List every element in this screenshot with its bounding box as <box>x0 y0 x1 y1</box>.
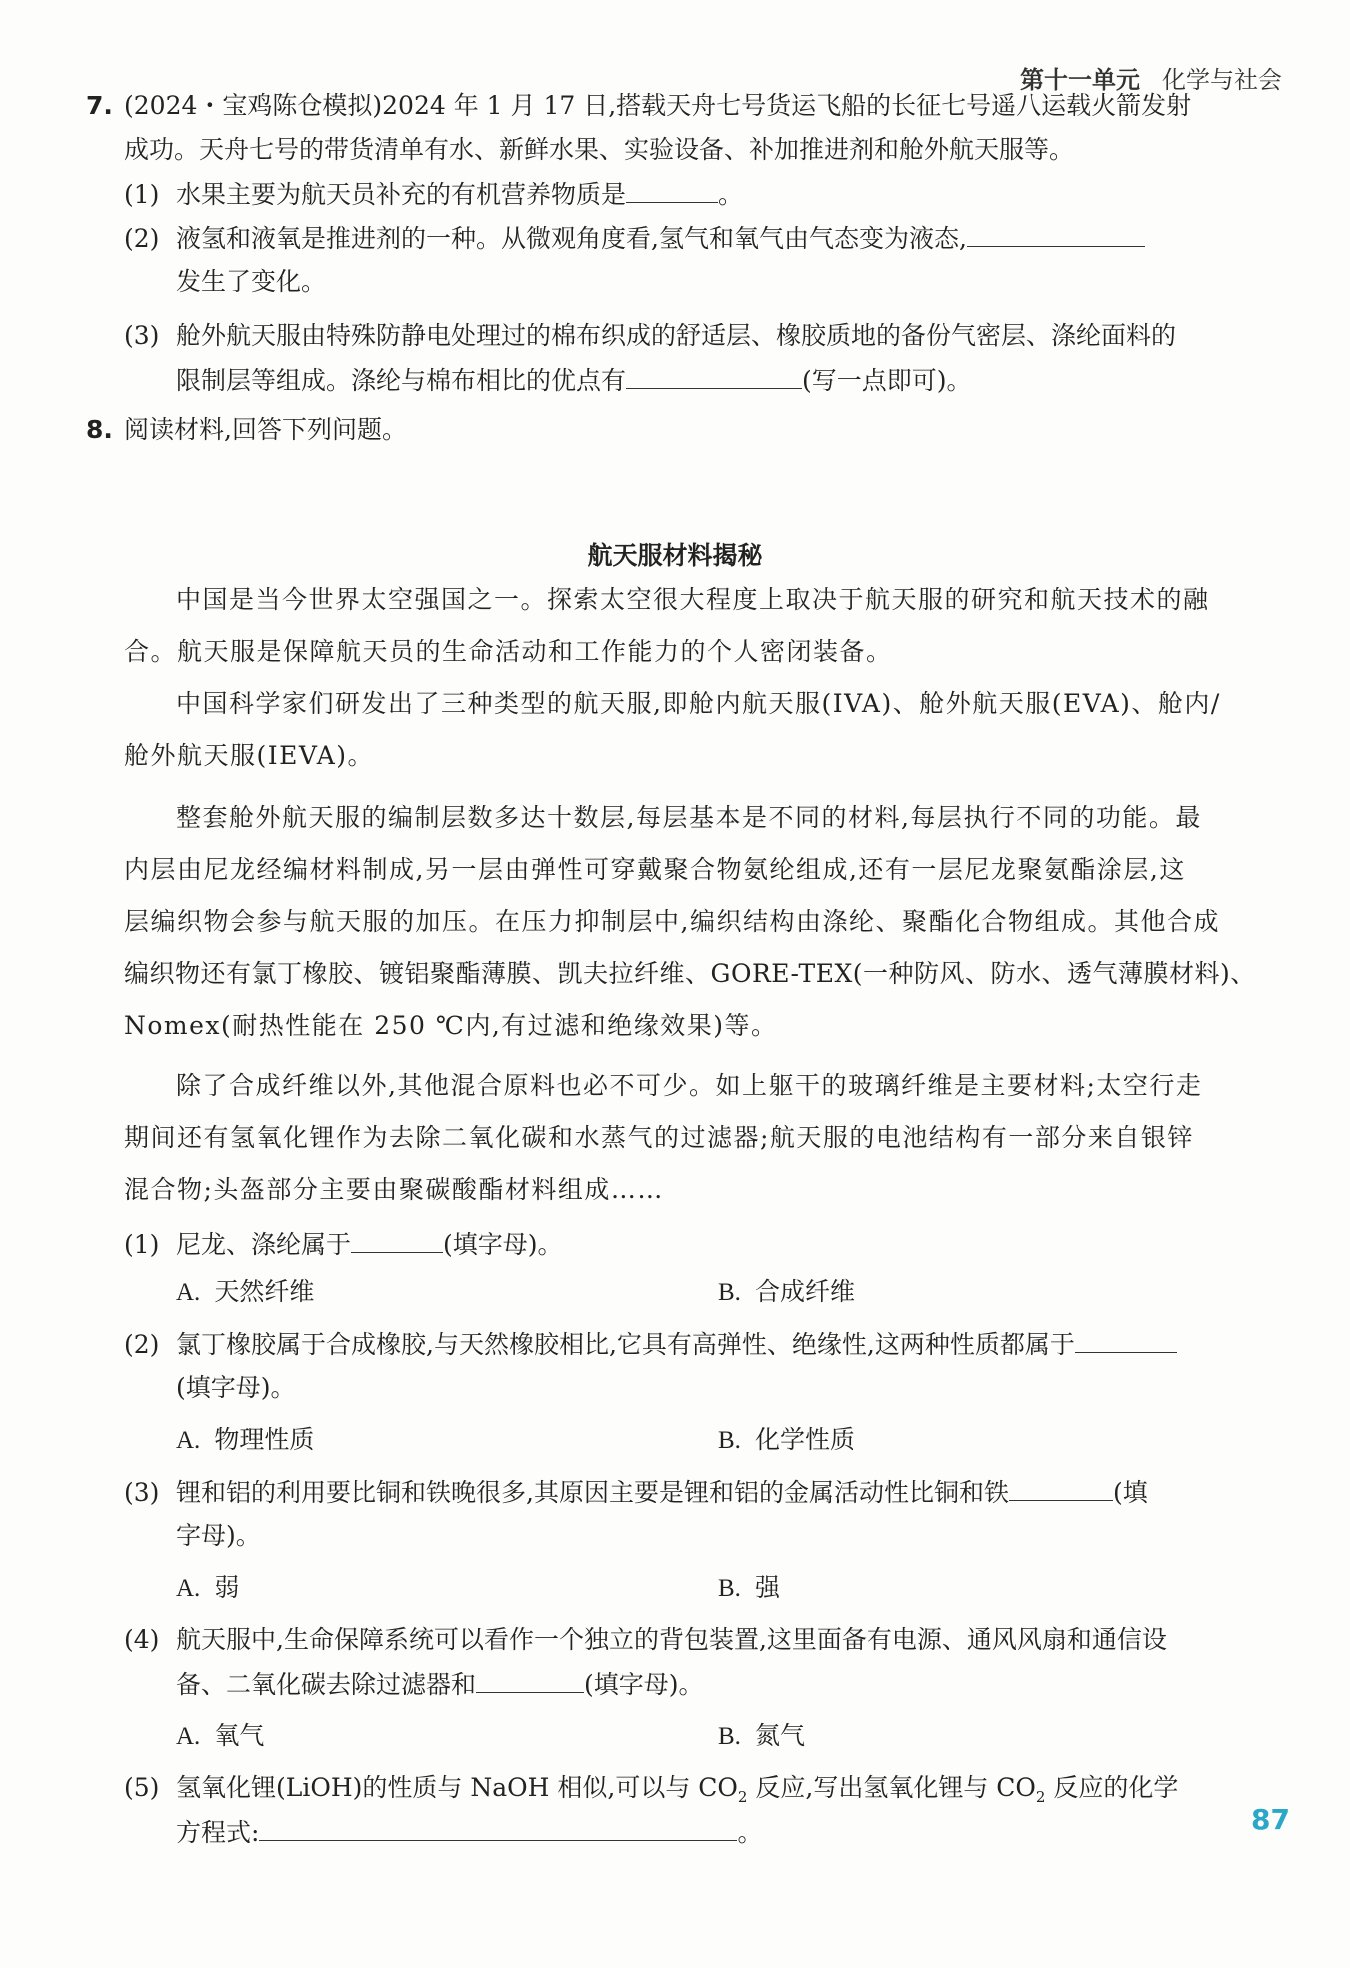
q8-sub4-cont-text: 备、二氧化碳去除过滤器和 <box>176 1670 477 1699</box>
option-letter: B. <box>718 1723 741 1750</box>
option-letter: A. <box>176 1575 201 1602</box>
q8-sub5-cont <box>176 1814 762 1851</box>
q8-sub2-cont: (填字母)。 <box>176 1373 296 1402</box>
option-text: 物理性质 <box>214 1425 315 1454</box>
q8-sub4-option-a[interactable] <box>176 1718 264 1755</box>
q8-sub2-label: (2) <box>124 1330 160 1359</box>
option-text: 合成纤维 <box>754 1277 855 1306</box>
q7-sub2-label: (2) <box>124 224 160 253</box>
q8-number: 8. <box>86 415 113 444</box>
q8-sub2-option-b[interactable] <box>718 1422 855 1459</box>
q8-sub4-cont <box>176 1666 704 1703</box>
reading-p1b: 合。航天服是保障航天员的生命活动和工作能力的个人密闭装备。 <box>124 637 893 666</box>
q7-sub3-text: 舱外航天服由特殊防静电处理过的棉布织成的舒适层、橡胶质地的备份气密层、涤纶面料的 <box>176 321 1177 350</box>
page-number: 87 <box>1251 1803 1290 1836</box>
q8-sub3-end: (填 <box>1112 1478 1148 1507</box>
q8-sub2 <box>124 1326 1177 1363</box>
option-letter: B. <box>718 1279 741 1306</box>
q8-sub4-option-b[interactable] <box>718 1718 805 1755</box>
option-letter: B. <box>718 1575 741 1602</box>
q7-number: 7. <box>86 91 113 120</box>
reading-p3d: 编织物还有氯丁橡胶、镀铝聚酯薄膜、凯夫拉纤维、GORE-TEX(一种防风、防水、透气薄膜材料)、 <box>124 959 1256 988</box>
answer-blank[interactable] <box>967 220 1145 247</box>
reading-p1a: 中国是当今世界太空强国之一。探索太空很大程度上取决于航天服的研究和航天技术的融 <box>176 585 1210 614</box>
q7-line1 <box>86 88 1191 124</box>
q8-sub1-label: (1) <box>124 1230 160 1259</box>
answer-blank[interactable] <box>626 176 718 203</box>
q7-stem: (2024・宝鸡陈仓模拟)2024 年 1 月 17 日,搭载天舟七号货运飞船的长征七号遥八运载火箭发射 <box>124 91 1192 120</box>
q8-sub5-text1: 氢氧化锂(LiOH)的性质与 NaOH 相似,可以与 CO <box>176 1773 738 1802</box>
q7-sub3-end: (写一点即可)。 <box>802 366 972 395</box>
q7-sub3-label: (3) <box>124 321 160 350</box>
q8-sub3-option-b[interactable] <box>718 1570 780 1607</box>
q8-sub3-option-a[interactable] <box>176 1570 239 1607</box>
q8-sub5-cont-text: 方程式: <box>176 1818 260 1847</box>
topic-label: 化学与社会 <box>1162 66 1282 94</box>
q8-sub4 <box>124 1622 1167 1658</box>
reading-title: 航天服材料揭秘 <box>587 541 763 570</box>
option-letter: B. <box>718 1427 741 1454</box>
answer-blank[interactable] <box>1075 1326 1177 1353</box>
q8-sub3-text: 锂和铝的利用要比铜和铁晚很多,其原因主要是锂和铝的金属活动性比铜和铁 <box>176 1478 1009 1507</box>
reading-p4a: 除了合成纤维以外,其他混合原料也必不可少。如上躯干的玻璃纤维是主要材料;太空行走 <box>176 1071 1203 1100</box>
option-text: 强 <box>754 1573 780 1602</box>
answer-blank[interactable] <box>259 1814 737 1841</box>
option-letter: A. <box>176 1427 201 1454</box>
q8-sub5-text3: 反应的化学 <box>1045 1773 1179 1802</box>
reading-p3c: 层编织物会参与航天服的加压。在压力抑制层中,编织结构由涤纶、聚酯化合物组成。其他合成 <box>124 907 1220 936</box>
answer-blank[interactable] <box>476 1666 584 1693</box>
reading-p2a: 中国科学家们研发出了三种类型的航天服,即舱内航天服(IVA)、舱外航天服(EVA)、舱内/ <box>176 689 1221 718</box>
q8-sub4-label: (4) <box>124 1625 160 1654</box>
q8-sub5 <box>124 1770 1178 1815</box>
answer-blank[interactable] <box>351 1226 443 1253</box>
reading-p3a: 整套舱外航天服的编制层数多达十数层,每层基本是不同的材料,每层执行不同的功能。最 <box>176 803 1202 832</box>
option-letter: A. <box>176 1279 201 1306</box>
answer-blank[interactable] <box>626 362 802 389</box>
reading-p3e: Nomex(耐热性能在 250 ℃内,有过滤和绝缘效果)等。 <box>124 1011 778 1040</box>
option-text: 氧气 <box>214 1721 265 1750</box>
q7-line2: 成功。天舟七号的带货清单有水、新鲜水果、实验设备、补加推进剂和舱外航天服等。 <box>124 135 1075 164</box>
q8-sub3 <box>124 1474 1148 1511</box>
option-text: 化学性质 <box>754 1425 855 1454</box>
q7-sub3 <box>124 318 1176 354</box>
q8-sub4-end: (填字母)。 <box>584 1670 704 1699</box>
q8-sub2-option-a[interactable] <box>176 1422 314 1459</box>
option-letter: A. <box>176 1723 201 1750</box>
q8-sub5-label: (5) <box>124 1773 160 1802</box>
q8-sub1-option-a[interactable] <box>176 1274 314 1311</box>
q8-sub5-text2: 反应,写出氢氧化锂与 CO <box>747 1773 1036 1802</box>
q8-sub3-cont: 字母)。 <box>176 1521 261 1550</box>
q7-sub2-text: 液氢和液氧是推进剂的一种。从微观角度看,氢气和氧气由气态变为液态, <box>176 224 967 253</box>
option-text: 弱 <box>214 1573 240 1602</box>
q7-sub1-label: (1) <box>124 180 160 209</box>
q8-sub1-option-b[interactable] <box>718 1274 855 1311</box>
q7-sub2-cont: 发生了变化。 <box>176 267 327 296</box>
q8-sub3-label: (3) <box>124 1478 160 1507</box>
reading-p4c: 混合物;头盔部分主要由聚碳酸酯材料组成…… <box>124 1175 664 1204</box>
reading-p4b: 期间还有氢氧化锂作为去除二氧化碳和水蒸气的过滤器;航天服的电池结构有一部分来自银锌 <box>124 1123 1194 1152</box>
reading-p2b: 舱外航天服(IEVA)。 <box>124 741 375 770</box>
q8-sub5-end: 。 <box>737 1818 763 1847</box>
subscript: 2 <box>1035 1788 1046 1806</box>
q8-sub2-text: 氯丁橡胶属于合成橡胶,与天然橡胶相比,它具有高弹性、绝缘性,这两种性质都属于 <box>176 1330 1075 1359</box>
q7-sub1-end: 。 <box>718 180 744 209</box>
unit-label: 第十一单元 <box>1020 66 1140 94</box>
q8-sub4-text: 航天服中,生命保障系统可以看作一个独立的背包装置,这里面备有电源、通风风扇和通信设 <box>176 1625 1167 1654</box>
q8-intro <box>86 412 407 448</box>
option-text: 天然纤维 <box>214 1277 315 1306</box>
subscript: 2 <box>737 1788 748 1806</box>
answer-blank[interactable] <box>1009 1474 1113 1501</box>
q7-sub1-text: 水果主要为航天员补充的有机营养物质是 <box>176 180 627 209</box>
q7-sub1 <box>124 176 743 213</box>
q7-sub2 <box>124 220 1145 257</box>
q8-sub1 <box>124 1226 563 1263</box>
option-text: 氮气 <box>754 1721 805 1750</box>
q8-sub1-end: (填字母)。 <box>443 1230 563 1259</box>
q7-sub3-cont <box>176 362 972 399</box>
q7-sub3-cont-text: 限制层等组成。涤纶与棉布相比的优点有 <box>176 366 627 395</box>
reading-p3b: 内层由尼龙经编材料制成,另一层由弹性可穿戴聚合物氨纶组成,还有一层尼龙聚氨酯涂层,这 <box>124 855 1186 884</box>
q8-intro-text: 阅读材料,回答下列问题。 <box>124 415 407 444</box>
q8-sub1-text: 尼龙、涤纶属于 <box>176 1230 352 1259</box>
